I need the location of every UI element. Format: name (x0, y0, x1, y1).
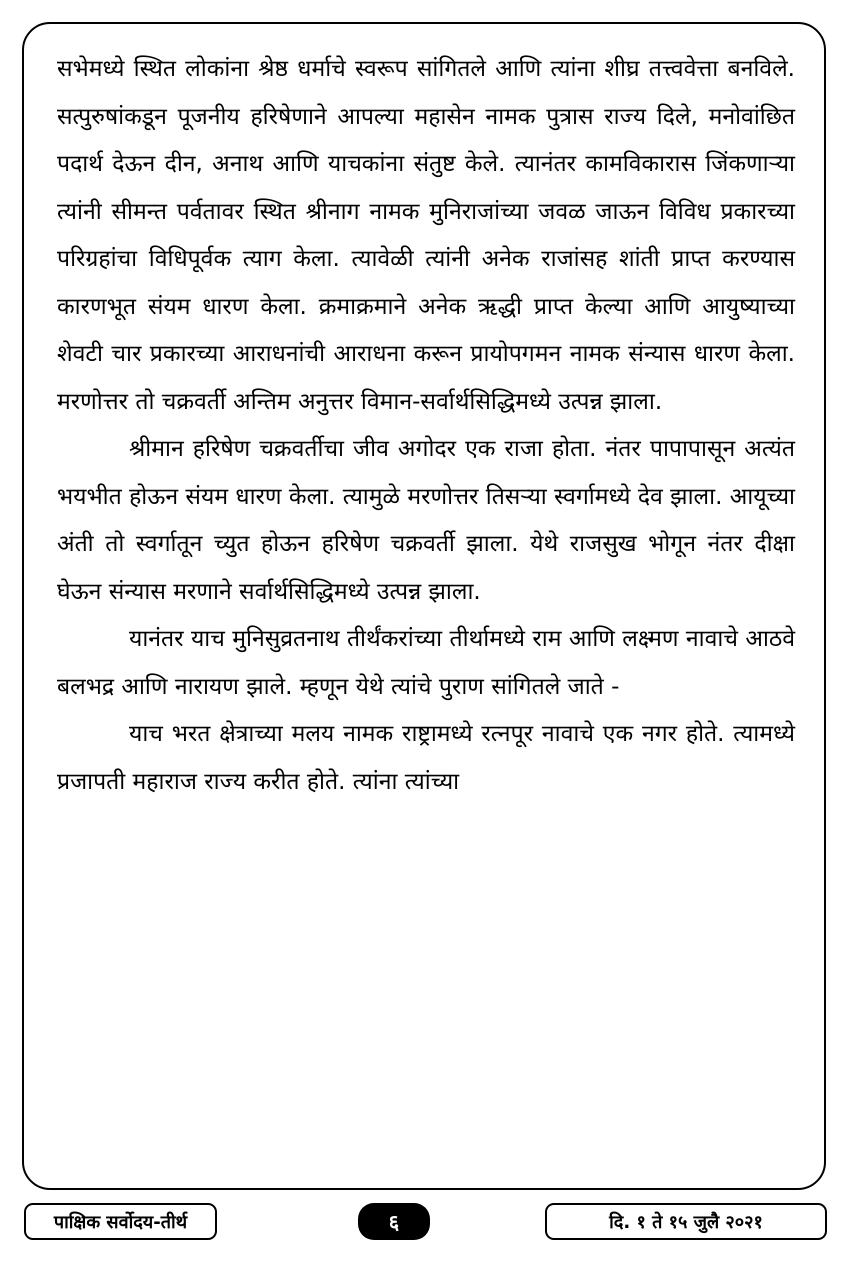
article-body (57, 46, 795, 806)
page-number-badge (358, 1203, 430, 1240)
paragraph-2: श्रीमान हरिषेण चक्रवर्तीचा जीव अगोदर एक राजा होता. नंतर पापापासून अत्यंत भयभीत होऊन संयम धारण केला. त्यामुळे मरणोत्तर तिसऱ्या स्वर्गामध्ये देव झाला. आयूच्या अंती तो स्वर्गातून च्युत होऊन हरिषेण चक्रवर्ती झाला. येथे राजसुख भोगून नंतर दीक्षा घेऊन संन्यास मरणाने सर्वार्थसिद्धिमध्ये उत्पन्न झाला. (57, 436, 795, 605)
page-number: ६ (388, 1210, 400, 1234)
publication-name: पाक्षिक सर्वोदय-तीर्थ (53, 1211, 188, 1233)
issue-date: दि. १ ते १५ जुलै २०२१ (609, 1211, 763, 1233)
paragraph-1: सभेमध्ये स्थित लोकांना श्रेष्ठ धर्माचे स्वरूप सांगितले आणि त्यांना शीघ्र तत्त्ववेत्ता बनविले. सत्पुरुषांकडून पूजनीय हरिषेणाने आपल्या महासेन नामक पुत्रास राज्य दिले, मनोवांछित पदार्थ देऊन दीन, अनाथ आणि याचकांना संतुष्ट केले. त्यानंतर कामविकारास जिंकणाऱ्या त्यांनी सीमन्त पर्वतावर स्थित श्रीनाग नामक मुनिराजांच्या जवळ जाऊन विविध प्रकारच्या परिग्रहांचा विधिपूर्वक त्याग केला. त्यावेळी त्यांनी अनेक राजांसह शांती प्राप्त करण्यास कारणभूत संयम धारण केला. क्रमाक्रमाने अनेक ऋद्धी प्राप्त केल्या आणि आयुष्याच्या शेवटी चार प्रकारच्या आराधनांची आराधना करून प्रायोपगमन नामक संन्यास धारण केला. मरणोत्तर तो चक्रवर्ती अन्तिम अनुत्तर विमान-सर्वार्थसिद्धिमध्ये उत्पन्न झाला. (57, 56, 795, 415)
paragraph-4: याच भरत क्षेत्राच्या मलय नामक राष्ट्रामध्ये रत्नपूर नावाचे एक नगर होते. त्यामध्ये प्रजापती महाराज राज्य करीत होते. त्यांना त्यांच्या (57, 721, 795, 795)
issue-date-badge (545, 1203, 827, 1240)
paragraph-3: यानंतर याच मुनिसुव्रतनाथ तीर्थंकरांच्या तीर्थामध्ये राम आणि लक्ष्मण नावाचे आठवे बलभद्र आणि नारायण झाले. म्हणून येथे त्यांचे पुराण सांगितले जाते - (57, 626, 795, 700)
publication-name-badge (24, 1203, 217, 1240)
